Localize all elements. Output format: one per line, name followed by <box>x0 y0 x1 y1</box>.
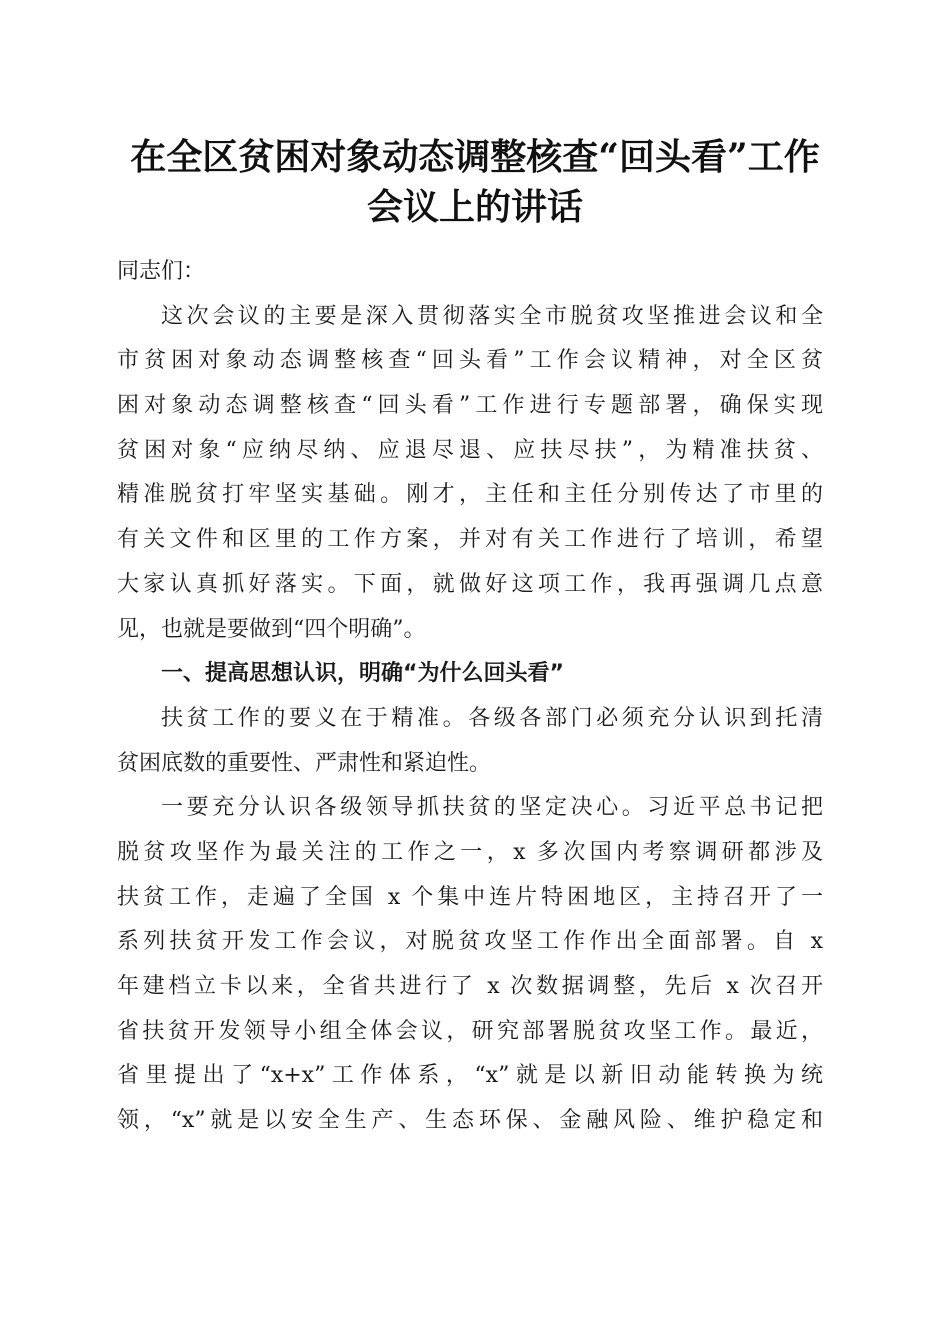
paragraph-line: 贫困底数的重要性、严肃性和紧迫性。 <box>117 750 492 776</box>
paragraph-line: 省里提出了“x+x”工作体系，“x”就是以新旧动能转换为统 <box>117 1063 823 1089</box>
paragraph-1 <box>117 295 823 653</box>
paragraph-3 <box>117 786 823 1144</box>
salutation: 同志们： <box>117 259 206 284</box>
paragraph-line: 省扶贫开发领导小组全体会议，研究部署脱贫攻坚工作。最近， <box>117 1018 823 1044</box>
paragraph-line: 一要充分认识各级领导抓扶贫的坚定决心。习近平总书记把 <box>161 795 823 821</box>
paragraph-line: 脱贫攻坚作为最关注的工作之一，x 多次国内考察调研都涉及 <box>117 839 823 865</box>
document-body <box>117 250 823 1144</box>
paragraph-line: 精准脱贫打牢坚实基础。刚才，主任和主任分别传达了市里的 <box>117 482 823 508</box>
title-line-2: 会议上的讲话 <box>366 186 583 228</box>
paragraph-line: 领，“x”就是以安全生产、生态环保、金融风险、维护稳定和 <box>117 1108 823 1134</box>
paragraph-2 <box>117 697 823 786</box>
paragraph-line: 大家认真抓好落实。下面，就做好这项工作，我再强调几点意 <box>117 571 823 597</box>
paragraph-line: 有关文件和区里的工作方案，并对有关工作进行了培训，希望 <box>117 527 823 553</box>
paragraph-line: 扶贫工作的要义在于精准。各级各部门必须充分认识到托清 <box>161 705 823 731</box>
paragraph-line: 这次会议的主要是深入贯彻落实全市脱贫攻坚推进会议和全 <box>161 303 823 329</box>
paragraph-line: 困对象动态调整核查“回头看”工作进行专题部署，确保实现 <box>117 393 823 419</box>
paragraph-line: 系列扶贫开发工作会议，对脱贫攻坚工作作出全面部署。自 x <box>117 929 823 955</box>
paragraph-line: 贫困对象“应纳尽纳、应退尽退、应扶尽扶”，为精准扶贫、 <box>117 437 823 463</box>
paragraph-line: 见，也就是要做到“四个明确”。 <box>117 616 426 642</box>
section-heading: 一、提高思想认识，明确“为什么回头看” <box>161 661 564 687</box>
document-title <box>100 132 850 232</box>
title-line-1: 在全区贫困对象动态调整核查“回头看”工作 <box>130 136 820 178</box>
paragraph-line: 市贫困对象动态调整核查“回头看”工作会议精神，对全区贫 <box>117 348 823 374</box>
paragraph-line: 扶贫工作，走遍了全国 x 个集中连片特困地区，主持召开了一 <box>117 884 823 910</box>
paragraph-line: 年建档立卡以来，全省共进行了 x 次数据调整，先后 x 次召开 <box>117 974 823 999</box>
